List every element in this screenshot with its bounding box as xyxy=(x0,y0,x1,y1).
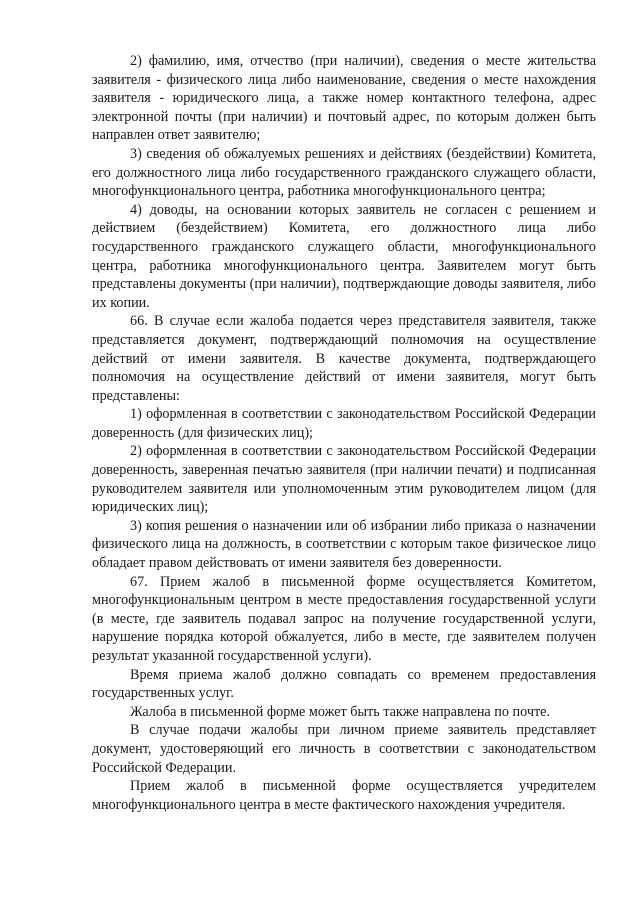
paragraph-postal-complaint: Жалоба в письменной форме может быть также направлена по почте. xyxy=(130,703,551,720)
paragraph-power-of-attorney-legal-entities: 2) оформленная в соответствии с законодательством Российской Федерации доверенность, заверенная печатью заявителя (при наличии печати) и подписанная руководителем заявителя или уполномоченным этим руководителем лицом (для юридических лиц); xyxy=(92,443,596,516)
paragraph-arguments: 4) доводы, на основании которых заявитель не согласен с решением и действием (бездействием) Комитета, его должностного лица либо государственного гражданского служащего области, многофункционального центра, работника многофункционального центра. Заявителем могут быть представлены документы (при наличии), подтверждающие доводы заявителя, либо их копии. xyxy=(92,201,596,311)
paragraph-item-66: 66. В случае если жалоба подается через представителя заявителя, также представляется документ, подтверждающий полномочия на осуществление действий от имени заявителя. В качестве документа, подтверждающего полномочия на осуществление действий от имени заявителя, могут быть представлены: xyxy=(92,313,596,404)
paragraph-item-67: 67. Прием жалоб в письменной форме осуществляется Комитетом, многофункциональным центром в месте предоставления государственной услуги (в месте, где заявитель подавал запрос на получение государственной услуги, нарушение порядка которой обжалуется, либо в месте, где заявителем получен результат указанной государственной услуги). xyxy=(92,573,596,664)
paragraph-founder-reception: Прием жалоб в письменной форме осуществляется учредителем многофункционального центра в месте фактического нахождения учредителя. xyxy=(92,778,596,813)
paragraph-appealed-decisions: 3) сведения об обжалуемых решениях и действиях (бездействии) Комитета, его должностного лица либо государственного гражданского служащего области, многофункционального центра, работника многофункционального центра; xyxy=(92,145,596,200)
paragraph-power-of-attorney-individuals: 1) оформленная в соответствии с законодательством Российской Федерации доверенность (для физических лиц); xyxy=(92,406,596,441)
paragraph-appointment-decision: 3) копия решения о назначении или об избрании либо приказа о назначении физического лица на должность, в соответствии с которым такое физическое лицо обладает правом действовать от имени заявителя без доверенности. xyxy=(92,517,596,572)
paragraph-applicant-details: 2) фамилию, имя, отчество (при наличии), сведения о месте жительства заявителя - физического лица либо наименование, сведения о месте нахождения заявителя - юридического лица, а также номер контактного телефона, адрес электронной почты (при наличии) и почтовый адрес, по которым должен быть направлен ответ заявителю; xyxy=(92,53,596,144)
paragraph-personal-reception: В случае подачи жалобы при личном приеме заявитель представляет документ, удостоверяющий его личность в соответствии с законодательством Российской Федерации. xyxy=(92,722,596,776)
paragraph-reception-time: Время приема жалоб должно совпадать со временем предоставления государственных услуг. xyxy=(92,666,596,702)
document-body xyxy=(92,52,596,814)
